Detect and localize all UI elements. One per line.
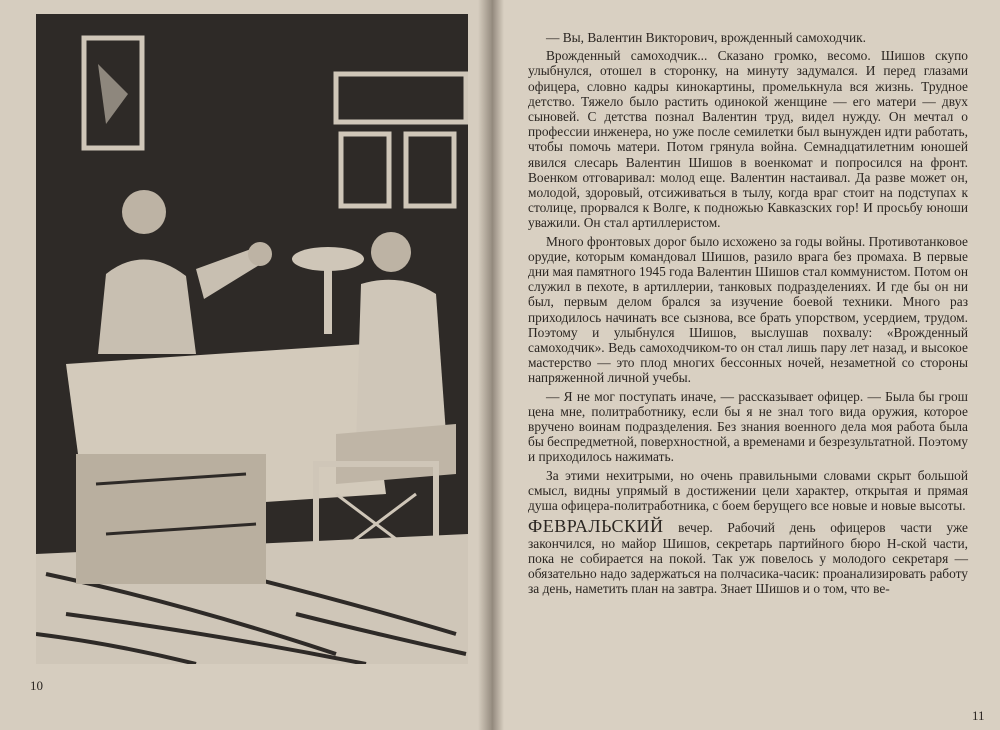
section-lead-word: ФЕВРАЛЬСКИЙ: [528, 516, 664, 537]
section-text: вечер. Рабочий день офицеров части уже закончился, но майор Шишов, секретарь партийного бюро Н-ской части, пока не собирается на покой. Так уж повелось у молодого секретаря — обязательно надо задержаться на полчасика-часик: проанализировать работу за день, наметить план на завтра. Знает Шишов и о том, что ве-: [528, 520, 968, 597]
section-opening-paragraph: [528, 516, 968, 597]
left-page: [0, 0, 490, 730]
book-gutter: [478, 0, 504, 730]
body-text: [528, 30, 968, 599]
paragraph: — Вы, Валентин Викторович, врожденный самоходчик.: [546, 30, 866, 45]
paragraph: За этими нехитрыми, но очень правильными словами скрыт большой смысл, видны упрямый в достижении цели характер, открытая и прямая душа офицера-политработника, с боем берущего все новые и новые высоты.: [528, 467, 968, 514]
paragraph: Много фронтовых дорог было исхожено за годы войны. Противотанковое орудие, которым командовал Шишов, разило врага без промаха. В первые дни мая памятного 1945 года Валентин Шишов стал коммунистом. Потом он служил в пехоте, в артиллерии, танковых подразделениях. И где бы он ни был, первым делом брался за изучение боевой техники. Много раз приходилось начинать все сызнова, все брать упорством, усердием, трудом. Поэтому и улыбнулся Шишов, выслушав похвалу: «Врожденный самоходчик». Ведь самоходчиком-то он стал лишь пару лет назад, и высокое мастерство — это плод многих бессонных ночей, незаметной со стороны напряженной личной учебы.: [528, 233, 968, 386]
page-number: 10: [30, 678, 43, 693]
paragraph: — Я не мог поступать иначе, — рассказывает офицер. — Была бы грош цена мне, политработнику, если бы я не знал того вида оружия, которое вручено воинам подразделения. Без знания военного дела моя работа была бы беспредметной, поверхностной, а временами и безрезультатной. Поэтому и приходилось нажимать.: [528, 388, 968, 465]
officers-illustration: [36, 14, 468, 664]
page-number: 11: [972, 708, 985, 723]
paragraph: Врожденный самоходчик... Сказано громко, весомо. Шишов скупо улыбнулся, отошел в сторонку, на минуту задумался. И перед глазами офицера, словно кадры кинокартины, промелькнула вся жизнь. Трудное детство. Тяжело было растить одинокой женщине — его матери — двух сыновей. С детства познал Валентин труд, видел нужду. Он мечтал о профессии инженера, но уже после семилетки был вынужден идти работать, чтобы помочь матери. Потом грянула война. Семнадцатилетним юношей явился слесарь Валентин Шишов в военкомат и попросился на фронт. Военком отговаривал: молод еще. Валентин настаивал. Да разве может он, молодой, здоровый, отсиживаться в тылу, когда враг стоит на подступах к столице, прорвался к Волге, к подножью Кавказских гор! И просьбу юноши уважили. Он стал артиллеристом.: [528, 48, 968, 231]
